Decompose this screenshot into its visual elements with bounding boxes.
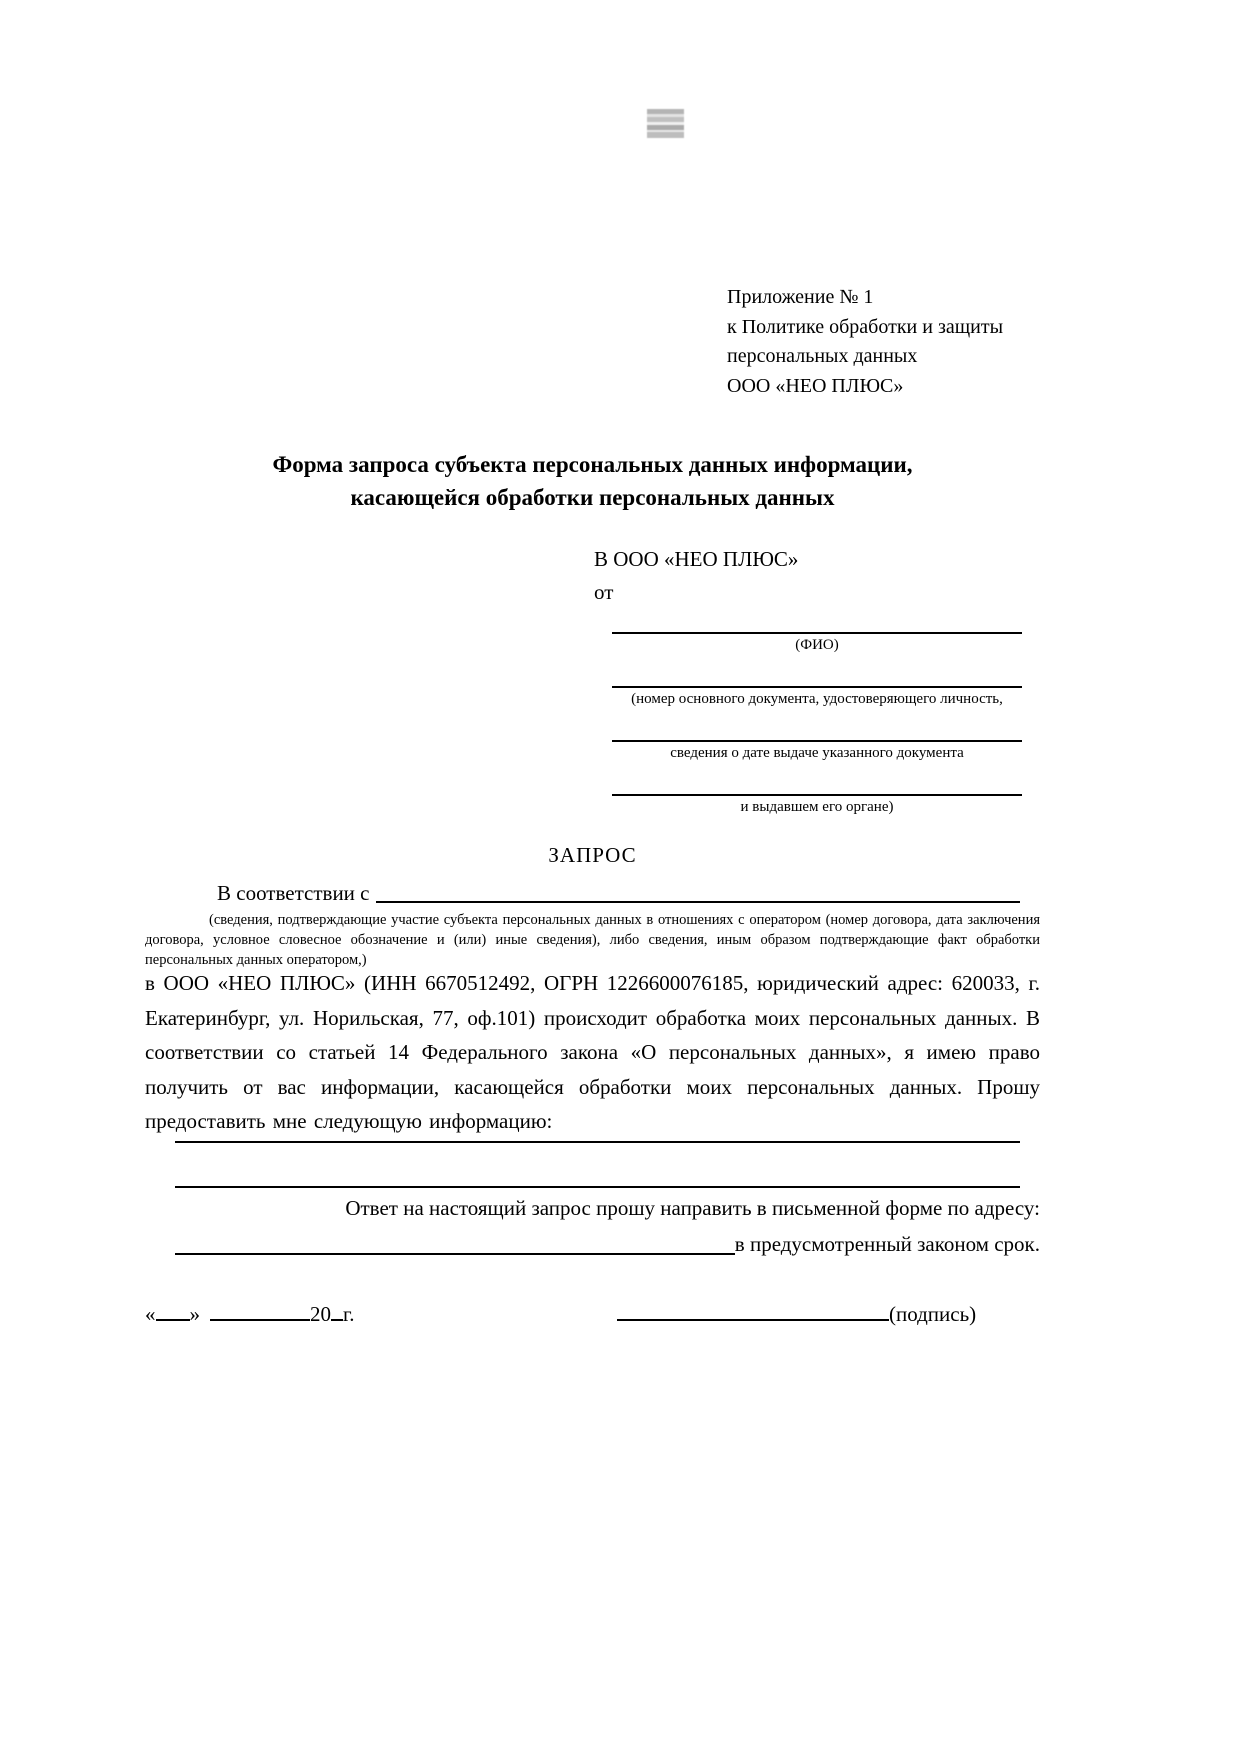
intro-fill-line	[376, 880, 1021, 903]
intro-line	[145, 880, 1020, 906]
date-open-quote: «	[145, 1302, 156, 1326]
fio-field	[612, 632, 1022, 654]
body-paragraph: в ООО «НЕО ПЛЮС» (ИНН 6670512492, ОГРН 1226600076185, юридический адрес: 620033, г. Екатеринбург, ул. Норильская, 77, оф.101) происходит обработка моих персональных данных. В соответствии со статьей 14 Федерального закона «О персональных данных», я имею право получить от вас информации, касающейся обработки моих персональных данных. Прошу предоставить мне следующую информацию:	[145, 971, 1040, 1133]
appendix-line: персональных данных	[727, 345, 918, 367]
date-close-quote: »	[189, 1302, 200, 1326]
date-month-blank	[210, 1300, 310, 1321]
appendix-line: Приложение № 1	[727, 286, 874, 308]
request-heading: ЗАПРОС	[548, 843, 637, 867]
info-fill-line-2	[175, 1186, 1020, 1188]
fio-field-caption: (ФИО)	[795, 637, 839, 653]
signature-field	[617, 1300, 976, 1328]
date-year-blank	[331, 1300, 343, 1321]
issuing-authority-field-caption: и выдавшем его органе)	[740, 799, 894, 815]
signature-caption: (подпись)	[889, 1302, 977, 1326]
document-number-field	[612, 686, 1022, 708]
intro-prefix: В соответствии с	[217, 881, 370, 905]
issuing-authority-field-line	[612, 794, 1022, 796]
document-title-line: Форма запроса субъекта персональных данных информации,	[272, 452, 913, 477]
document-logo	[647, 109, 684, 138]
date-year-suffix: г.	[343, 1302, 355, 1326]
date-day-blank	[156, 1300, 190, 1321]
footnote-text: (сведения, подтверждающие участие субъекта персональных данных в отношениях с оператором (номер договора, дата заключения договора, условное словесное обозначение и (или) иные сведения), либо сведения, иным образом подтверждающие факт обработки персональных данных оператором,)	[145, 912, 1040, 968]
date-year: 20	[310, 1302, 331, 1326]
addressee-from-label: от	[594, 580, 614, 604]
reply-deadline-line	[175, 1230, 1040, 1258]
date-field	[145, 1300, 355, 1328]
document-title-line: касающейся обработки персональных данных	[350, 485, 835, 510]
addressee-to: В ООО «НЕО ПЛЮС»	[594, 547, 799, 571]
issue-date-field-caption: сведения о дате выдаче указанного документа	[670, 745, 964, 761]
issue-date-field-line	[612, 740, 1022, 742]
document-title	[145, 448, 1040, 514]
info-fill-line-1	[175, 1141, 1020, 1143]
issuing-authority-field	[612, 794, 1022, 816]
reply-instruction: Ответ на настоящий запрос прошу направить в письменной форме по адресу:	[345, 1196, 1040, 1220]
appendix-line: ООО «НЕО ПЛЮС»	[727, 374, 904, 397]
addressee-block	[594, 543, 798, 609]
appendix-line: к Политике обработки и защиты	[727, 315, 1004, 338]
appendix-note	[727, 283, 1003, 401]
issue-date-field	[612, 740, 1022, 762]
document-number-field-line	[612, 686, 1022, 688]
signature-blank-line	[617, 1300, 889, 1321]
fio-field-line	[612, 632, 1022, 634]
reply-deadline-text: в предусмотренный законом срок.	[734, 1232, 1040, 1256]
document-number-field-caption: (номер основного документа, удостоверяющего личность,	[631, 691, 1003, 707]
fill-fields	[612, 632, 1022, 848]
address-fill-line	[175, 1232, 735, 1255]
